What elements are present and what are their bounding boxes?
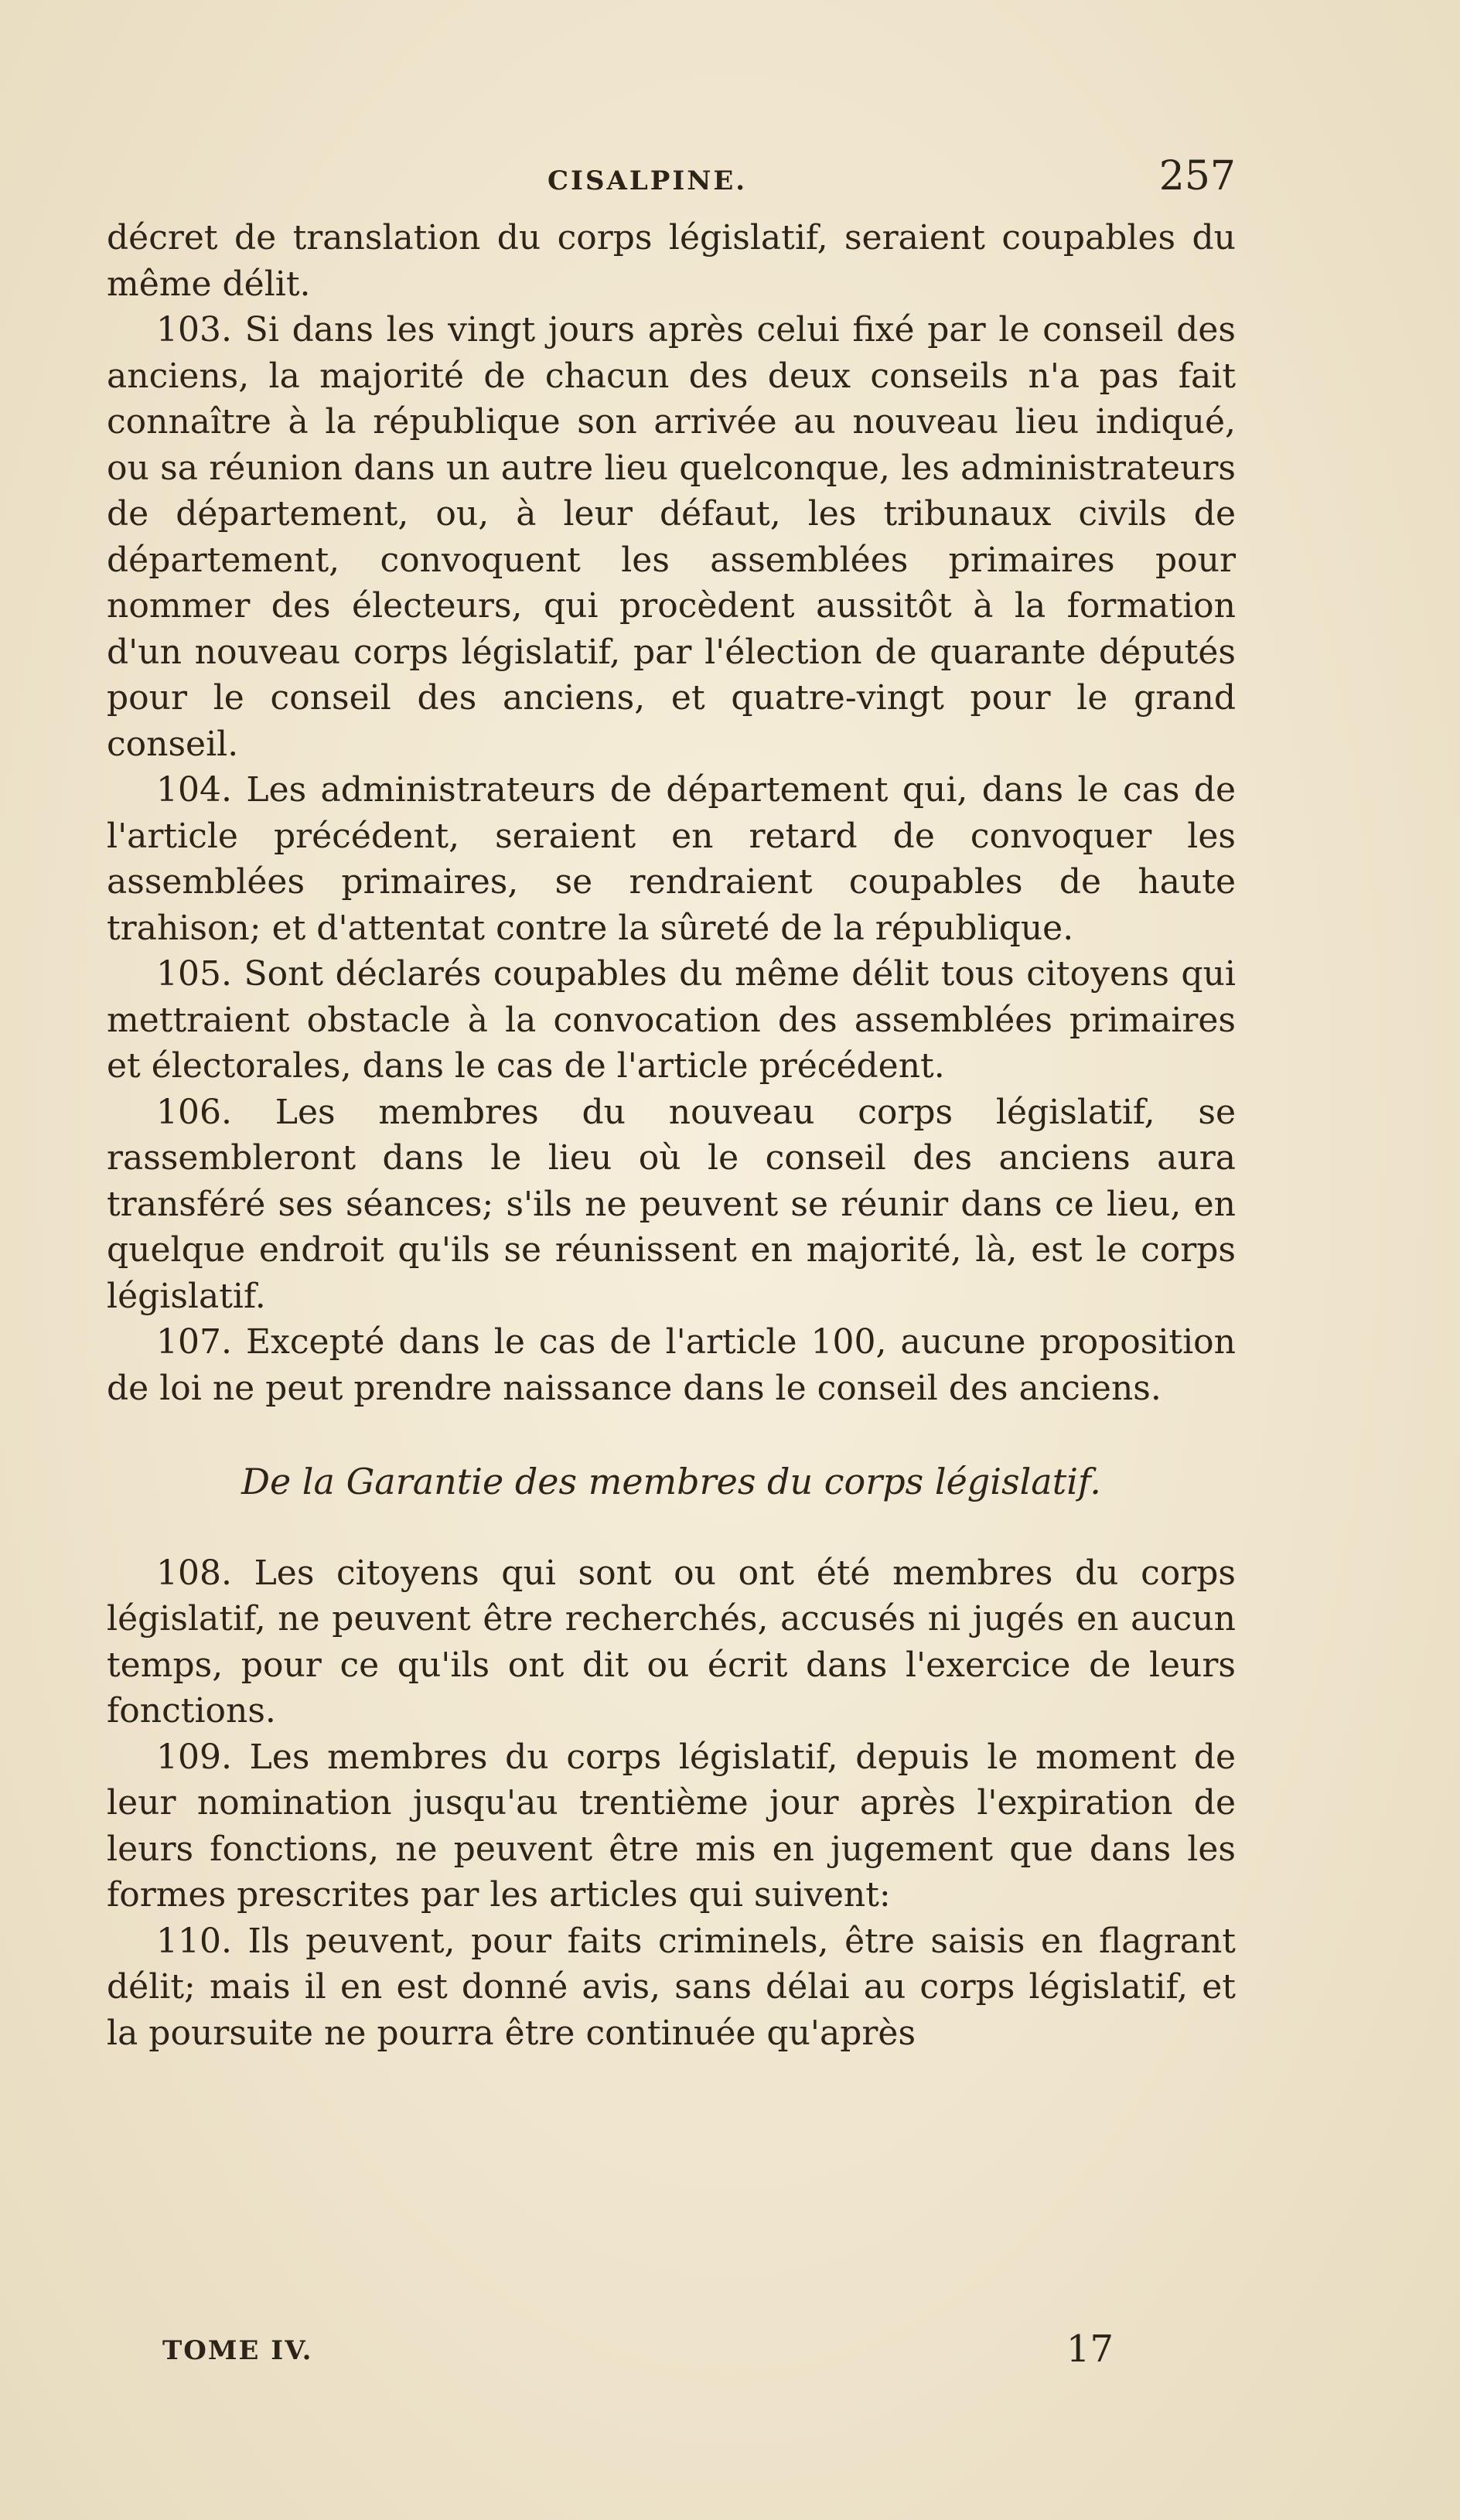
body-text [107,215,1236,2056]
running-title: CISALPINE. [548,165,748,196]
paragraph-continued: décret de translation du corps législatif, seraient coupables du même délit. [107,218,1236,304]
article-107: 107. Excepté dans le cas de l'article 100, aucune proposition de loi ne peut prendre naissance dans le conseil des anciens. [107,1322,1236,1408]
running-head [107,148,1236,203]
volume-signature: TOME IV. [162,2335,313,2366]
article-104: 104. Les administrateurs de département qui, dans le cas de l'article précédent, seraient en retard de convoquer les assemblées primaires, se rendraient coupables de haute trahison; et d'attentat contre la sûreté de la république. [107,770,1236,948]
page-number: 257 [1158,153,1236,199]
article-110: 110. Ils peuvent, pour faits criminels, être saisis en flagrant délit; mais il en est donné avis, sans délai au corps législatif, et la poursuite ne pourra être continuée qu'après [107,1921,1236,2053]
section-heading: De la Garantie des membres du corps législatif. [241,1461,1101,1502]
article-103: 103. Si dans les vingt jours après celui fixé par le conseil des anciens, la majorité de chacun des deux conseils n'a pas fait connaître à la république son arrivée au nouveau lieu indiqué, ou sa réunion dans un autre lieu quelconque, les administrateurs de département, ou, à leur défaut, les tribunaux civils de département, convoquent les assemblées primaires pour nommer des électeurs, qui procèdent aussitôt à la formation d'un nouveau corps législatif, par l'élection de quarante députés pour le conseil des anciens, et quatre-vingt pour le grand conseil. [107,310,1236,764]
article-109: 109. Les membres du corps législatif, depuis le moment de leur nomination jusqu'au trentième jour après l'expiration de leurs fonctions, ne peuvent être mis en jugement que dans les formes prescrites par les articles qui suivent: [107,1737,1236,1915]
page-footer [162,2327,1114,2382]
article-105: 105. Sont déclarés coupables du même délit tous citoyens qui mettraient obstacle à la convocation des assemblées primaires et électorales, dans le cas de l'article précédent. [107,954,1236,1086]
article-106: 106. Les membres du nouveau corps législatif, se rassembleront dans le lieu où le conseil des anciens aura transféré ses séances; s'ils ne peuvent se réunir dans ce lieu, en quelque endroit qu'ils se réunissent en majorité, là, est le corps législatif. [107,1092,1236,1316]
article-108: 108. Les citoyens qui sont ou ont été membres du corps législatif, ne peuvent être recherchés, accusés ni jugés en aucun temps, pour ce qu'ils ont dit ou écrit dans l'exercice de leurs fonctions. [107,1553,1236,1731]
signature-mark: 17 [1066,2327,1114,2371]
